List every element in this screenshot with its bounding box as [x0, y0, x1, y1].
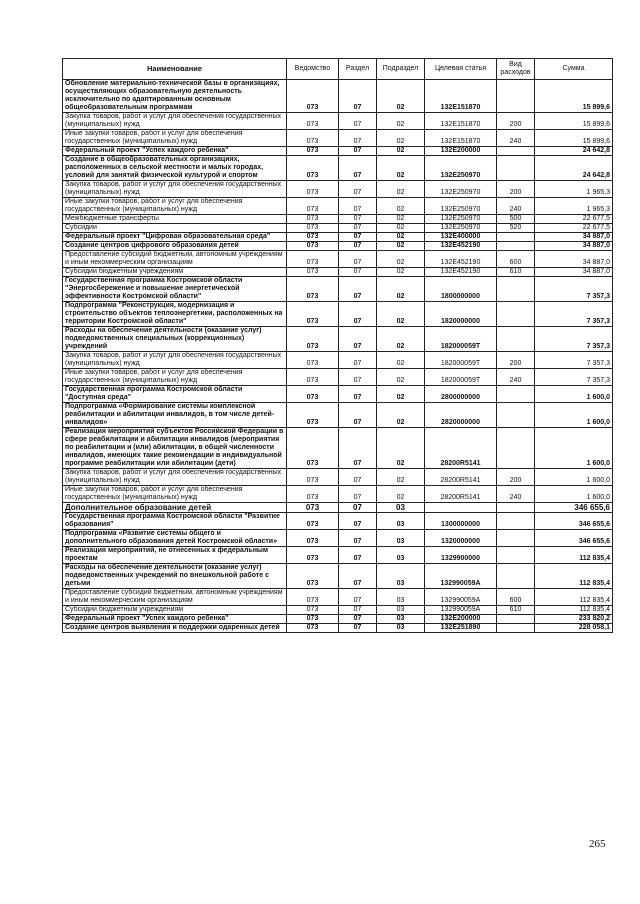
cell-sum: 15 899,6 — [535, 130, 613, 147]
cell-sum: 1 965,3 — [535, 198, 613, 215]
cell-target: 1820000000 — [425, 302, 497, 327]
table-row — [63, 130, 613, 147]
table-row — [63, 615, 613, 624]
table-row — [63, 403, 613, 428]
cell-target: 132E452190 — [425, 251, 497, 268]
cell-section: 07 — [339, 251, 377, 268]
cell-sum: 7 357,3 — [535, 369, 613, 386]
cell-kind — [497, 564, 535, 589]
cell-dept: 073 — [287, 233, 339, 242]
cell-subsection: 03 — [377, 624, 425, 633]
cell-name: Иные закупки товаров, работ и услуг для обеспечения государственных (муниципальных) нужд — [63, 369, 287, 386]
cell-subsection: 02 — [377, 352, 425, 369]
cell-section: 07 — [339, 606, 377, 615]
cell-name: Предоставление субсидий бюджетным, автономным учреждениям и иным некоммерческим организациям — [63, 251, 287, 268]
cell-kind — [497, 530, 535, 547]
cell-kind: 200 — [497, 181, 535, 198]
cell-target: 132E452190 — [425, 268, 497, 277]
cell-dept: 073 — [287, 624, 339, 633]
cell-dept: 073 — [287, 615, 339, 624]
table-row — [63, 564, 613, 589]
cell-section: 07 — [339, 513, 377, 530]
cell-dept: 073 — [287, 327, 339, 352]
table-row — [63, 113, 613, 130]
page-number: 265 — [589, 838, 606, 850]
cell-subsection: 03 — [377, 530, 425, 547]
cell-target: 132990059А — [425, 589, 497, 606]
cell-subsection: 03 — [377, 547, 425, 564]
cell-section: 07 — [339, 547, 377, 564]
cell-target: 132E151870 — [425, 80, 497, 113]
cell-subsection: 02 — [377, 386, 425, 403]
cell-kind — [497, 242, 535, 251]
cell-subsection: 02 — [377, 130, 425, 147]
cell-name: Дополнительное образование детей — [63, 503, 287, 513]
cell-name: Государственная программа Костромской области "Энергосбережение и повышение энергетической эффективности Костромской области" — [63, 277, 287, 302]
budget-table — [62, 58, 613, 633]
cell-name: Создание в общеобразовательных организациях, расположенных в сельской местности и малых городах, условий для занятий физической культурой и спортом — [63, 156, 287, 181]
cell-kind: 520 — [497, 224, 535, 233]
cell-name: Подпрограмма «Формирование системы комплексной реабилитации и абилитации инвалидов, в том числе детей-инвалидов» — [63, 403, 287, 428]
cell-dept: 073 — [287, 130, 339, 147]
cell-section: 07 — [339, 147, 377, 156]
cell-dept: 073 — [287, 386, 339, 403]
cell-section: 07 — [339, 80, 377, 113]
cell-sum: 22 677,5 — [535, 215, 613, 224]
cell-section: 07 — [339, 181, 377, 198]
cell-dept: 073 — [287, 80, 339, 113]
cell-kind — [497, 503, 535, 513]
cell-sum: 34 887,0 — [535, 251, 613, 268]
cell-dept: 073 — [287, 224, 339, 233]
cell-section: 07 — [339, 428, 377, 469]
cell-name: Иные закупки товаров, работ и услуг для обеспечения государственных (муниципальных) нужд — [63, 198, 287, 215]
cell-name: Обновление материально-технической базы в организациях, осуществляющих образовательную деятельность исключительно по адаптированным основным общеобразовательным программам — [63, 80, 287, 113]
cell-name: Федеральный проект "Цифровая образовательная среда" — [63, 233, 287, 242]
table-row — [63, 156, 613, 181]
table-row — [63, 469, 613, 486]
table-row — [63, 486, 613, 503]
cell-dept: 073 — [287, 606, 339, 615]
cell-target: 132E250970 — [425, 156, 497, 181]
cell-kind: 240 — [497, 198, 535, 215]
cell-kind — [497, 615, 535, 624]
cell-sum: 1 600,0 — [535, 403, 613, 428]
cell-section: 07 — [339, 503, 377, 513]
cell-subsection: 02 — [377, 327, 425, 352]
table-row — [63, 327, 613, 352]
cell-dept: 073 — [287, 469, 339, 486]
cell-subsection: 02 — [377, 147, 425, 156]
cell-section: 07 — [339, 242, 377, 251]
cell-name: Федеральный проект "Успех каждого ребенка" — [63, 615, 287, 624]
cell-sum: 228 058,1 — [535, 624, 613, 633]
cell-sum: 233 820,2 — [535, 615, 613, 624]
table-row — [63, 624, 613, 633]
cell-target: 132990059А — [425, 606, 497, 615]
cell-target: 132E250970 — [425, 198, 497, 215]
cell-sum: 7 357,3 — [535, 277, 613, 302]
table-row — [63, 513, 613, 530]
cell-subsection: 02 — [377, 80, 425, 113]
cell-section: 07 — [339, 224, 377, 233]
cell-kind: 200 — [497, 469, 535, 486]
table-body — [63, 80, 613, 633]
cell-section: 07 — [339, 589, 377, 606]
cell-target: 132E151870 — [425, 113, 497, 130]
cell-dept: 073 — [287, 181, 339, 198]
cell-sum: 1 600,0 — [535, 469, 613, 486]
cell-name: Иные закупки товаров, работ и услуг для обеспечения государственных (муниципальных) нужд — [63, 130, 287, 147]
cell-subsection: 02 — [377, 486, 425, 503]
cell-dept: 073 — [287, 302, 339, 327]
cell-sum: 1 600,0 — [535, 386, 613, 403]
cell-sum: 34 887,0 — [535, 268, 613, 277]
header-kind: Вид расходов — [497, 59, 535, 80]
cell-dept: 073 — [287, 403, 339, 428]
cell-kind — [497, 403, 535, 428]
cell-section: 07 — [339, 469, 377, 486]
cell-target: 132E251890 — [425, 624, 497, 633]
cell-name: Реализация мероприятий, не отнесенных к федеральным проектам — [63, 547, 287, 564]
cell-target: 132E400000 — [425, 233, 497, 242]
cell-kind — [497, 302, 535, 327]
cell-section: 07 — [339, 327, 377, 352]
cell-sum: 15 899,6 — [535, 80, 613, 113]
cell-target: 1320000000 — [425, 530, 497, 547]
cell-sum: 1 600,0 — [535, 486, 613, 503]
cell-dept: 073 — [287, 198, 339, 215]
table-row — [63, 147, 613, 156]
cell-subsection: 02 — [377, 428, 425, 469]
cell-target: 132E452190 — [425, 242, 497, 251]
cell-sum: 22 677,5 — [535, 224, 613, 233]
table-row — [63, 369, 613, 386]
cell-target: 132990059А — [425, 564, 497, 589]
cell-sum: 346 655,6 — [535, 503, 613, 513]
cell-sum: 7 357,3 — [535, 302, 613, 327]
cell-target: 2820000000 — [425, 403, 497, 428]
cell-sum: 34 887,0 — [535, 233, 613, 242]
table-row — [63, 198, 613, 215]
cell-dept: 073 — [287, 428, 339, 469]
cell-kind — [497, 547, 535, 564]
cell-kind: 600 — [497, 589, 535, 606]
cell-name: Подпрограмма "Реконструкция, модернизация и строительство объектов теплоэнергетики, расположенных на территории Костромской области" — [63, 302, 287, 327]
cell-section: 07 — [339, 352, 377, 369]
cell-subsection: 02 — [377, 268, 425, 277]
table-row — [63, 606, 613, 615]
cell-name: Государственная программа Костромской области "Доступная среда" — [63, 386, 287, 403]
cell-sum: 346 655,6 — [535, 530, 613, 547]
cell-name: Создание центров выявления и поддержки одаренных детей — [63, 624, 287, 633]
cell-name: Субсидии — [63, 224, 287, 233]
table-row — [63, 428, 613, 469]
cell-target: 1300000000 — [425, 513, 497, 530]
cell-kind: 200 — [497, 352, 535, 369]
cell-kind: 240 — [497, 486, 535, 503]
cell-sum: 7 357,3 — [535, 327, 613, 352]
cell-kind: 240 — [497, 130, 535, 147]
cell-target: 132E250970 — [425, 181, 497, 198]
cell-dept: 073 — [287, 513, 339, 530]
cell-section: 07 — [339, 130, 377, 147]
cell-sum: 1 965,3 — [535, 181, 613, 198]
cell-section: 07 — [339, 369, 377, 386]
cell-name: Создание центров цифрового образования детей — [63, 242, 287, 251]
cell-section: 07 — [339, 233, 377, 242]
table-row — [63, 589, 613, 606]
header-subsection: Подраздел — [377, 59, 425, 80]
table-row — [63, 530, 613, 547]
cell-dept: 073 — [287, 242, 339, 251]
cell-kind: 500 — [497, 215, 535, 224]
cell-subsection: 03 — [377, 589, 425, 606]
cell-dept: 073 — [287, 486, 339, 503]
table-row — [63, 277, 613, 302]
header-section: Раздел — [339, 59, 377, 80]
table-row — [63, 224, 613, 233]
cell-kind — [497, 147, 535, 156]
cell-dept: 073 — [287, 113, 339, 130]
cell-target: 28200R5141 — [425, 486, 497, 503]
table-row — [63, 503, 613, 513]
cell-sum: 112 835,4 — [535, 589, 613, 606]
cell-name: Закупка товаров, работ и услуг для обеспечения государственных (муниципальных) нужд — [63, 113, 287, 130]
cell-target: 132E151870 — [425, 130, 497, 147]
cell-name: Межбюджетные трансферты — [63, 215, 287, 224]
cell-sum: 24 642,8 — [535, 156, 613, 181]
cell-subsection: 03 — [377, 606, 425, 615]
cell-dept: 073 — [287, 268, 339, 277]
cell-dept: 073 — [287, 503, 339, 513]
cell-target: 132E250970 — [425, 224, 497, 233]
table-row — [63, 386, 613, 403]
cell-section: 07 — [339, 530, 377, 547]
cell-kind — [497, 386, 535, 403]
cell-name: Закупка товаров, работ и услуг для обеспечения государственных (муниципальных) нужд — [63, 181, 287, 198]
cell-dept: 073 — [287, 215, 339, 224]
cell-subsection: 02 — [377, 181, 425, 198]
cell-section: 07 — [339, 615, 377, 624]
cell-kind: 200 — [497, 113, 535, 130]
cell-subsection: 03 — [377, 564, 425, 589]
cell-subsection: 02 — [377, 215, 425, 224]
cell-target: 28200R5141 — [425, 428, 497, 469]
cell-dept: 073 — [287, 277, 339, 302]
cell-name: Подпрограмма «Развитие системы общего и дополнительного образования детей Костромской области» — [63, 530, 287, 547]
cell-subsection: 02 — [377, 403, 425, 428]
table-row — [63, 80, 613, 113]
cell-subsection: 03 — [377, 615, 425, 624]
cell-sum: 346 655,6 — [535, 513, 613, 530]
cell-target: 2800000000 — [425, 386, 497, 403]
cell-target: 182000059Т — [425, 369, 497, 386]
cell-section: 07 — [339, 156, 377, 181]
cell-sum: 15 899,6 — [535, 113, 613, 130]
table-row — [63, 242, 613, 251]
cell-target: 182000059Т — [425, 352, 497, 369]
cell-kind: 240 — [497, 369, 535, 386]
cell-sum: 112 835,4 — [535, 606, 613, 615]
table-row — [63, 215, 613, 224]
cell-dept: 073 — [287, 547, 339, 564]
cell-target: 132E200000 — [425, 147, 497, 156]
cell-dept: 073 — [287, 530, 339, 547]
cell-name: Закупка товаров, работ и услуг для обеспечения государственных (муниципальных) нужд — [63, 352, 287, 369]
cell-kind: 610 — [497, 268, 535, 277]
cell-subsection: 03 — [377, 513, 425, 530]
cell-subsection: 02 — [377, 198, 425, 215]
budget-table-container — [62, 58, 612, 633]
cell-kind: 600 — [497, 251, 535, 268]
cell-section: 07 — [339, 624, 377, 633]
cell-target: 132E250970 — [425, 215, 497, 224]
table-row — [63, 547, 613, 564]
cell-dept: 073 — [287, 156, 339, 181]
cell-subsection: 02 — [377, 233, 425, 242]
cell-subsection: 02 — [377, 369, 425, 386]
cell-subsection: 02 — [377, 469, 425, 486]
header-dept: Ведомство — [287, 59, 339, 80]
cell-sum: 1 600,0 — [535, 428, 613, 469]
cell-subsection: 02 — [377, 277, 425, 302]
cell-dept: 073 — [287, 147, 339, 156]
cell-subsection: 02 — [377, 251, 425, 268]
cell-kind — [497, 327, 535, 352]
cell-sum: 112 835,4 — [535, 547, 613, 564]
table-row — [63, 352, 613, 369]
table-row — [63, 302, 613, 327]
cell-section: 07 — [339, 564, 377, 589]
cell-name: Расходы на обеспечение деятельности (оказание услуг) подведомственных учреждений по внешкольной работе с детьми — [63, 564, 287, 589]
cell-sum: 24 642,8 — [535, 147, 613, 156]
cell-kind — [497, 428, 535, 469]
cell-subsection: 02 — [377, 156, 425, 181]
header-name: Наименование — [63, 59, 287, 80]
cell-kind: 610 — [497, 606, 535, 615]
cell-subsection: 02 — [377, 242, 425, 251]
cell-kind — [497, 156, 535, 181]
header-sum: Сумма — [535, 59, 613, 80]
table-row — [63, 268, 613, 277]
cell-name: Иные закупки товаров, работ и услуг для обеспечения государственных (муниципальных) нужд — [63, 486, 287, 503]
cell-kind — [497, 277, 535, 302]
cell-subsection: 02 — [377, 302, 425, 327]
cell-target: 132E200000 — [425, 615, 497, 624]
cell-section: 07 — [339, 486, 377, 503]
cell-dept: 073 — [287, 369, 339, 386]
cell-name: Государственная программа Костромской области "Развитие образования" — [63, 513, 287, 530]
table-row — [63, 233, 613, 242]
cell-name: Субсидии бюджетным учреждениям — [63, 606, 287, 615]
cell-section: 07 — [339, 268, 377, 277]
cell-name: Федеральный проект "Успех каждого ребенка" — [63, 147, 287, 156]
cell-target: 1329900000 — [425, 547, 497, 564]
cell-target: 1800000000 — [425, 277, 497, 302]
cell-subsection: 02 — [377, 224, 425, 233]
cell-kind — [497, 233, 535, 242]
header-target: Целевая статья — [425, 59, 497, 80]
cell-sum: 7 357,3 — [535, 352, 613, 369]
cell-target — [425, 503, 497, 513]
cell-subsection: 02 — [377, 113, 425, 130]
cell-target: 182000059Т — [425, 327, 497, 352]
cell-kind — [497, 513, 535, 530]
table-row — [63, 251, 613, 268]
cell-name: Закупка товаров, работ и услуг для обеспечения государственных (муниципальных) нужд — [63, 469, 287, 486]
cell-dept: 073 — [287, 589, 339, 606]
cell-section: 07 — [339, 386, 377, 403]
cell-name: Расходы на обеспечение деятельности (оказание услуг) подведомственных специальных (коррекционных) учреждений — [63, 327, 287, 352]
table-row — [63, 181, 613, 198]
cell-sum: 112 835,4 — [535, 564, 613, 589]
cell-dept: 073 — [287, 352, 339, 369]
cell-section: 07 — [339, 198, 377, 215]
cell-kind — [497, 624, 535, 633]
cell-subsection: 03 — [377, 503, 425, 513]
cell-sum: 34 887,0 — [535, 242, 613, 251]
cell-section: 07 — [339, 113, 377, 130]
cell-section: 07 — [339, 215, 377, 224]
cell-target: 28200R5141 — [425, 469, 497, 486]
cell-section: 07 — [339, 277, 377, 302]
cell-dept: 073 — [287, 251, 339, 268]
cell-name: Субсидии бюджетным учреждениям — [63, 268, 287, 277]
cell-section: 07 — [339, 302, 377, 327]
cell-dept: 073 — [287, 564, 339, 589]
cell-name: Предоставление субсидий бюджетным, автономным учреждениям и иным некоммерческим организациям — [63, 589, 287, 606]
cell-kind — [497, 80, 535, 113]
cell-name: Реализация мероприятий субъектов Российской Федерации в сфере реабилитации и абилитации инвалидов (мероприятия по реабилитации и (или) абилитации, в общей численности инвалидов, имеющих такие рекомендации в индивидуальной программе реабилитации или абилитации (дети) — [63, 428, 287, 469]
table-header-row — [63, 59, 613, 80]
cell-section: 07 — [339, 403, 377, 428]
